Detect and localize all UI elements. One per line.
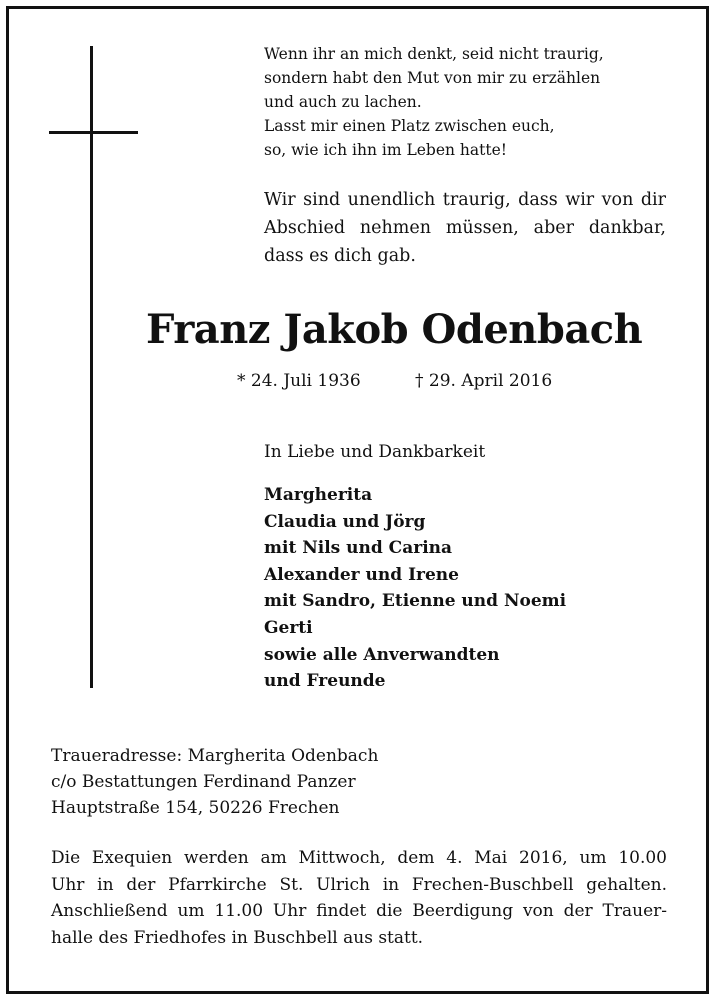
birth-date: * 24. Juli 1936: [237, 371, 361, 391]
poem-line: und auch zu lachen.: [264, 93, 422, 111]
funeral-line: halle des Friedhofes in Buschbell aus statt.: [51, 927, 424, 948]
intro-line: dass es dich gab.: [264, 246, 416, 266]
address-line: c/o Bestattungen Ferdinand Panzer: [51, 772, 356, 792]
funeral-line: Anschließend um 11.00 Uhr findet die Beerdigung von der Trauer-: [51, 901, 667, 921]
intro-line: Wir sind unendlich traurig, dass wir von dir: [264, 190, 666, 210]
funeral-details: [51, 845, 667, 951]
poem-line: Lasst mir einen Platz zwischen euch,: [264, 117, 555, 135]
funeral-line: Die Exequien werden am Mittwoch, dem 4. Mai 2016, um 10.00: [51, 848, 667, 868]
poem-line: so, wie ich ihn im Leben hatte!: [264, 141, 507, 159]
poem-line: Wenn ihr an mich denkt, seid nicht traurig,: [264, 45, 604, 63]
mourning-address: [51, 743, 378, 821]
mourner: Claudia und Jörg: [264, 511, 426, 532]
poem: [264, 42, 624, 162]
cross-icon-horizontal-bar: [49, 131, 138, 134]
address-line: Traueradresse: Margherita Odenbach: [51, 746, 379, 766]
closing-phrase: In Liebe und Dankbarkeit: [264, 442, 486, 462]
mourner: mit Nils und Carina: [264, 538, 453, 559]
mourner: Gerti: [264, 617, 313, 638]
mourner: und Freunde: [264, 671, 386, 692]
address-line: Hauptstraße 154, 50226 Frechen: [51, 798, 340, 818]
mourner: Alexander und Irene: [264, 564, 459, 585]
poem-line: sondern habt den Mut von mir zu erzählen: [264, 69, 601, 87]
intro-text: [264, 186, 666, 270]
cross-icon-vertical-bar: [90, 46, 93, 688]
mourner: mit Sandro, Etienne und Noemi: [264, 591, 567, 612]
mourners-list: [264, 482, 566, 695]
funeral-line: Uhr in der Pfarrkirche St. Ulrich in Frechen-Buschbell gehalten.: [51, 874, 667, 895]
death-date: † 29. April 2016: [415, 371, 553, 391]
intro-line: Abschied nehmen müssen, aber dankbar,: [264, 218, 666, 238]
mourner: Margherita: [264, 485, 373, 505]
deceased-name: Franz Jakob Odenbach: [146, 306, 643, 353]
mourner: sowie alle Anverwandten: [264, 644, 500, 665]
